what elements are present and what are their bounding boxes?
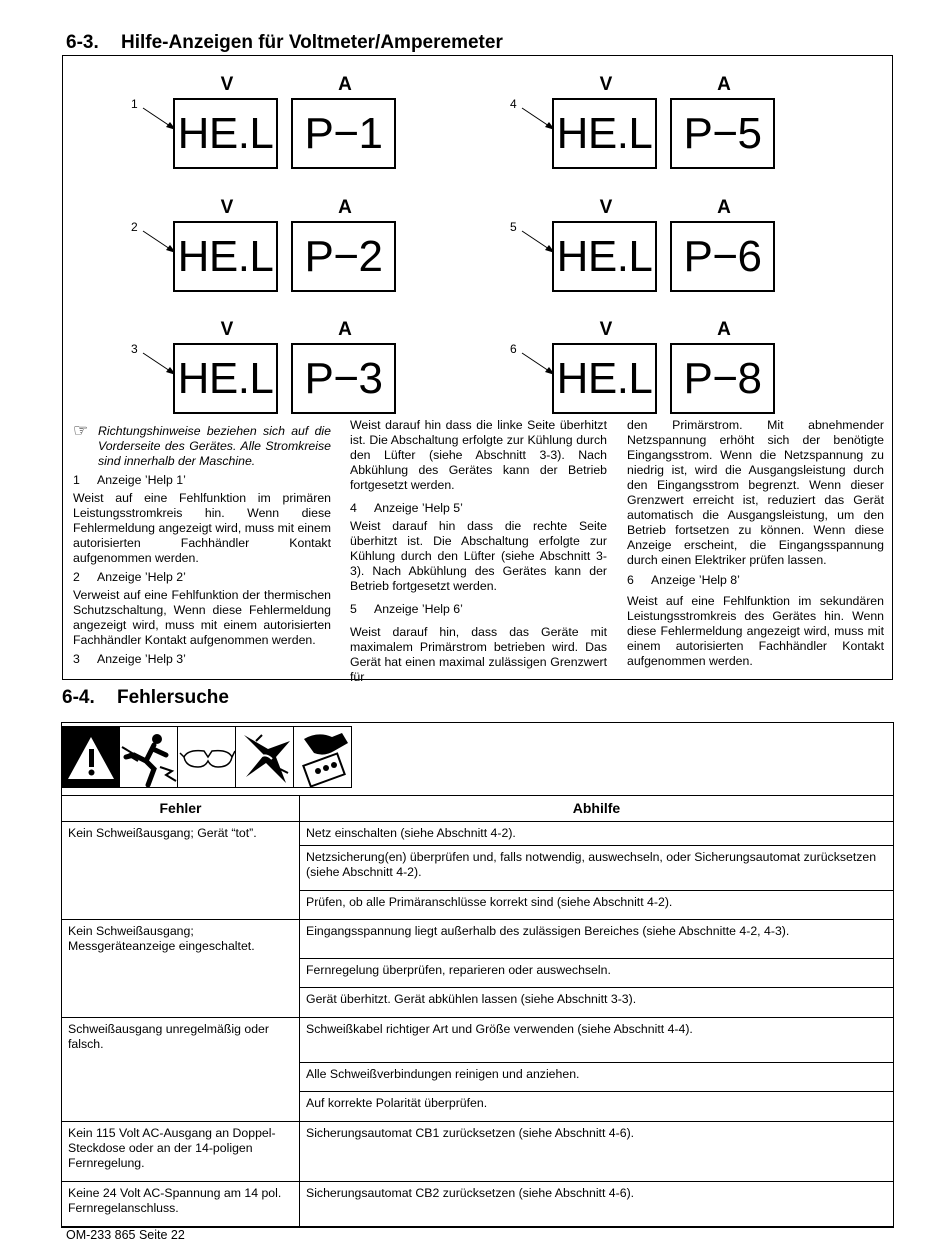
table-row — [62, 920, 894, 959]
header-remedy: Abhilfe — [300, 796, 894, 822]
amperemeter-label: A — [338, 319, 352, 340]
text-column-1 — [73, 421, 331, 670]
table-header-row — [62, 796, 894, 822]
callout-number: 6 — [510, 342, 517, 356]
remedy-cell: Eingangsspannung liegt außerhalb des zulässigen Bereiches (siehe Abschnitte 4-2, 4-3). — [300, 920, 894, 959]
voltmeter-label: V — [599, 319, 613, 340]
text-column-3 — [627, 418, 884, 669]
item-text: Weist auf eine Fehlfunktion im sekundären Leistungsstromkreis des Gerätes hin. Wenn diese Fehlermeldung angezeigt wird, muss mit einem autorisierten Fachhändler Kontakt aufgenommen werden. — [627, 594, 884, 668]
header-fault: Fehler — [62, 796, 300, 822]
remedy-cell: Gerät überhitzt. Gerät abkühlen lassen (siehe Abschnitt 3-3). — [300, 988, 894, 1018]
fault-cell: Kein 115 Volt AC-Ausgang an Doppel-Steckdose oder an der 14-poligen Fernregelung. — [62, 1122, 300, 1182]
text-column-2 — [350, 418, 607, 685]
page-footer: OM-233 865 Seite 22 — [66, 1228, 185, 1242]
amperemeter-label: A — [717, 197, 731, 218]
voltmeter-label: V — [220, 319, 234, 340]
safety-glasses-icon — [177, 726, 236, 788]
item-text: Weist auf eine Fehlfunktion im primären Leistungsstromkreis hin. Wenn diese Fehlermeldung angezeigt wird, muss mit einem autorisierten Fachhändler Kontakt aufgenommen werden. — [73, 491, 331, 565]
voltmeter-label: V — [599, 74, 613, 95]
item-heading: 4 Anzeige ’Help 5’ — [350, 501, 463, 515]
section-title-text: Fehlersuche — [117, 687, 229, 708]
item-heading: 2 Anzeige ’Help 2’ — [73, 570, 186, 584]
remedy-cell: Prüfen, ob alle Primäranschlüsse korrekt sind (siehe Abschnitt 4-2). — [300, 891, 894, 920]
remedy-cell: Schweißkabel richtiger Art und Größe verwenden (siehe Abschnitt 4-4). — [300, 1018, 894, 1063]
amperemeter-display: P−1 — [291, 98, 396, 169]
fault-cell: Schweißausgang unregelmäßig oder falsch. — [62, 1018, 300, 1122]
table-row — [62, 822, 894, 846]
item-heading: 3 Anzeige ’Help 3’ — [73, 652, 186, 666]
help-displays-box — [62, 55, 893, 684]
section-6-3-title — [66, 32, 503, 54]
voltmeter-label: V — [220, 74, 234, 95]
table-row — [62, 1182, 894, 1228]
item-text: den Primärstrom. Mit abnehmender Netzspannung erhöht sich der benötigte Eingangsstrom. Wenn die Netzspannung zu niedrig ist, wird die Ausgangsleistung durch den Eingangsstrom begrenzt. Wenn dieser Grenzwert erreicht ist, reduziert das Gerät automatisch die Ausgangsleistung, um den Betrieb fortsetzen zu können. Wenn diese Anzeige erscheint, die Eingangsspannung durch einen Elektriker prüfen lassen. — [627, 418, 884, 567]
callout-arrow — [63, 56, 64, 57]
voltmeter-label: V — [599, 197, 613, 218]
direction-note: ☞ Richtungshinweise beziehen sich auf die Vorderseite des Gerätes. Alle Stromkreise sind innerhalb der Maschine. — [73, 421, 331, 468]
amperemeter-display: P−3 — [291, 343, 396, 414]
remedy-cell: Alle Schweißverbindungen reinigen und anziehen. — [300, 1063, 894, 1092]
troubleshooting-box — [61, 722, 894, 1227]
amperemeter-display: P−6 — [670, 221, 775, 292]
fault-cell: Keine 24 Volt AC-Spannung am 14 pol. Fernregelanschluss. — [62, 1182, 300, 1228]
safety-icons — [61, 726, 351, 788]
callout-number: 5 — [510, 220, 517, 234]
voltmeter-display: HE.L — [552, 343, 657, 414]
read-manual-icon — [293, 726, 352, 788]
amperemeter-label: A — [717, 74, 731, 95]
item-text: Weist darauf hin dass die rechte Seite überhitzt ist. Die Abschaltung erfolgte zur Kühlung durch den Lüfter (siehe Abschnitt 3-3). Nach Abkühlung des Gerätes kann der Betrieb fortgesetzt werden. — [350, 519, 607, 593]
amperemeter-display: P−5 — [670, 98, 775, 169]
table-row — [62, 1122, 894, 1182]
fault-cell: Kein Schweißausgang; Messgeräteanzeige eingeschaltet. — [62, 920, 300, 1018]
voltmeter-display: HE.L — [552, 221, 657, 292]
section-title-text: Hilfe-Anzeigen für Voltmeter/Amperemeter — [121, 32, 503, 53]
item-heading: 1 Anzeige ’Help 1’ — [73, 473, 186, 487]
item-text: Weist darauf hin dass die linke Seite überhitzt ist. Die Abschaltung erfolgte zur Kühlung durch den Lüfter (siehe Abschnitt 3-3). Nach Abkühlung des Gerätes kann der Betrieb fortgesetzt werden. — [350, 418, 607, 492]
voltmeter-display: HE.L — [173, 221, 278, 292]
callout-number: 2 — [131, 220, 138, 234]
remedy-cell: Netzsicherung(en) überprüfen und, falls notwendig, auswechseln, oder Sicherungsautomat zurücksetzen (siehe Abschnitt 4-2). — [300, 846, 894, 891]
voltmeter-display: HE.L — [173, 98, 278, 169]
callout-number: 3 — [131, 342, 138, 356]
item-heading: 6 Anzeige ’Help 8’ — [627, 573, 740, 587]
amperemeter-label: A — [338, 74, 352, 95]
item-text: Verweist auf eine Fehlfunktion der thermischen Schutzschaltung, Wenn diese Fehlermeldung angezeigt wird, muss mit einem autorisierten Fachhändler Kontakt aufgenommen werden. — [73, 588, 331, 647]
callout-number: 1 — [131, 97, 138, 111]
section-6-4-title — [62, 687, 229, 709]
amperemeter-display: P−8 — [670, 343, 775, 414]
item-text: Weist darauf hin, dass das Geräte mit maximalem Primärstrom betrieben wird. Das Gerät hat einen maximal zulässigen Grenzwert für — [350, 625, 607, 684]
amperemeter-display: P−2 — [291, 221, 396, 292]
section-number: 6-3. — [66, 32, 99, 53]
fault-cell: Kein Schweißausgang; Gerät “tot”. — [62, 822, 300, 920]
table-row — [62, 1018, 894, 1063]
callout-number: 4 — [510, 97, 517, 111]
voltmeter-display: HE.L — [552, 98, 657, 169]
amperemeter-label: A — [717, 319, 731, 340]
remedy-cell: Auf korrekte Polarität überprüfen. — [300, 1092, 894, 1122]
voltmeter-label: V — [220, 197, 234, 218]
section-number: 6-4. — [62, 687, 95, 708]
warning-icon — [61, 726, 120, 788]
amperemeter-label: A — [338, 197, 352, 218]
remedy-cell: Netz einschalten (siehe Abschnitt 4-2). — [300, 822, 894, 846]
pointing-hand-icon: ☞ — [73, 421, 89, 440]
troubleshooting-table — [61, 795, 894, 1228]
remedy-cell: Fernregelung überprüfen, reparieren oder auswechseln. — [300, 959, 894, 988]
voltmeter-display: HE.L — [173, 343, 278, 414]
electric-shock-icon — [119, 726, 178, 788]
hot-parts-icon — [235, 726, 294, 788]
remedy-cell: Sicherungsautomat CB1 zurücksetzen (siehe Abschnitt 4-6). — [300, 1122, 894, 1182]
item-heading: 5 Anzeige ’Help 6’ — [350, 602, 463, 616]
remedy-cell: Sicherungsautomat CB2 zurücksetzen (siehe Abschnitt 4-6). — [300, 1182, 894, 1228]
